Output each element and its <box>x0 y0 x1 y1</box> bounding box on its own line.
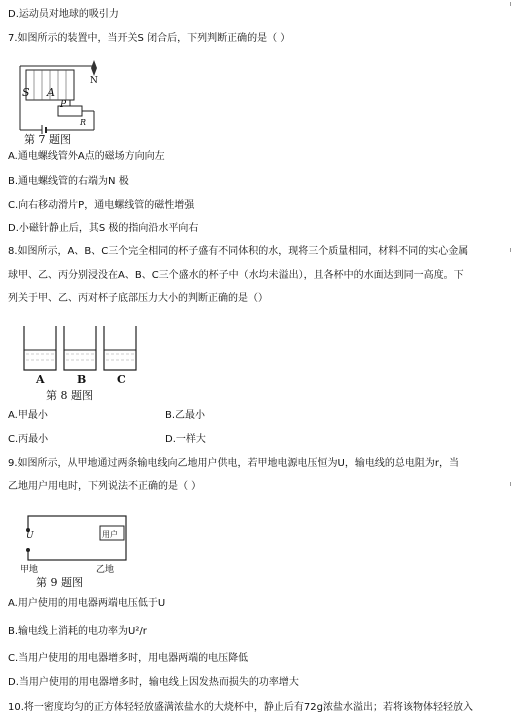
fig8-label-c: C <box>117 373 126 386</box>
q8-option-a: A.甲最小 <box>8 410 48 421</box>
fig9-caption: 第 9 题图 <box>36 576 83 589</box>
q9-option-b: B.输电线上消耗的电功率为U²/r <box>8 626 147 637</box>
q7-option-d: D.小磁针静止后，其S 极的指向沿水平向右 <box>8 223 199 234</box>
q10-stem: 10.将一密度均匀的正方体轻轻放盛满浓盐水的大烧杯中，静止后有72g浓盐水溢出；若将该物体轻轻放入 <box>8 702 473 713</box>
q9-option-d: D.当用户使用的用电器增多时，输电线上因发热而损失的功率增大 <box>8 677 299 688</box>
fig8-caption: 第 8 题图 <box>46 389 93 402</box>
figure-8-cups <box>20 322 140 376</box>
q8-stem-line-2: 球甲、乙、丙分别浸没在A、B、C三个盛水的杯子中（水均未溢出），且各杯中的水面达到同一高度。下 <box>8 270 464 281</box>
fig7-caption: 第 7 题图 <box>24 133 71 146</box>
margin-mark <box>510 2 515 6</box>
fig8-label-a: A <box>36 373 45 386</box>
fig9-label-jia: 甲地 <box>20 565 39 575</box>
q8-option-b: B.乙最小 <box>165 410 206 421</box>
fig9-label-yi: 乙地 <box>96 565 115 575</box>
fig8-label-b: B <box>77 373 87 386</box>
q9-stem-line-1: 9.如图所示，从甲地通过两条输电线向乙地用户供电，若甲地电源电压恒为U，输电线的总电阻为r，当 <box>8 458 459 469</box>
q8-option-d: D.一样大 <box>165 434 206 445</box>
fig9-label-u: U <box>26 531 34 541</box>
fig7-label-a: A <box>47 86 55 99</box>
q9-option-a: A.用户使用的用电器两端电压低于U <box>8 598 166 609</box>
fig7-label-s: S <box>22 86 30 99</box>
q8-stem-line-1: 8.如图所示，A、B、C三个完全相同的杯子盛有不同体积的水，现将三个质量相同，材料不同的实心金属 <box>8 246 469 257</box>
q7-option-b: B.通电螺线管的右端为N 极 <box>8 176 129 187</box>
q7-stem: 7.如图所示的装置中，当开关S 闭合后，下列判断正确的是（ ） <box>8 33 291 44</box>
q7-option-c: C.向右移动滑片P，通电螺线管的磁性增强 <box>8 200 195 211</box>
q8-stem-line-3: 列关于甲、乙、丙对杯子底部压力大小的判断正确的是（） <box>8 293 268 304</box>
fig9-label-user: 用户 <box>102 530 118 539</box>
q6-option-d: D.运动员对地球的吸引力 <box>8 9 119 20</box>
q9-stem-line-2: 乙地用户用电时，下列说法不正确的是（ ） <box>8 481 202 492</box>
fig7-label-n: N <box>90 76 98 86</box>
margin-mark <box>510 482 515 486</box>
fig7-label-p: P <box>60 100 67 110</box>
fig7-label-r: R <box>80 118 87 127</box>
q8-option-c: C.丙最小 <box>8 434 49 445</box>
q9-option-c: C.当用户使用的用电器增多时，用电器两端的电压降低 <box>8 653 249 664</box>
figure-9-circuit <box>16 512 136 564</box>
margin-mark <box>510 248 515 252</box>
q7-option-a: A.通电螺线管外A点的磁场方向向左 <box>8 151 165 162</box>
